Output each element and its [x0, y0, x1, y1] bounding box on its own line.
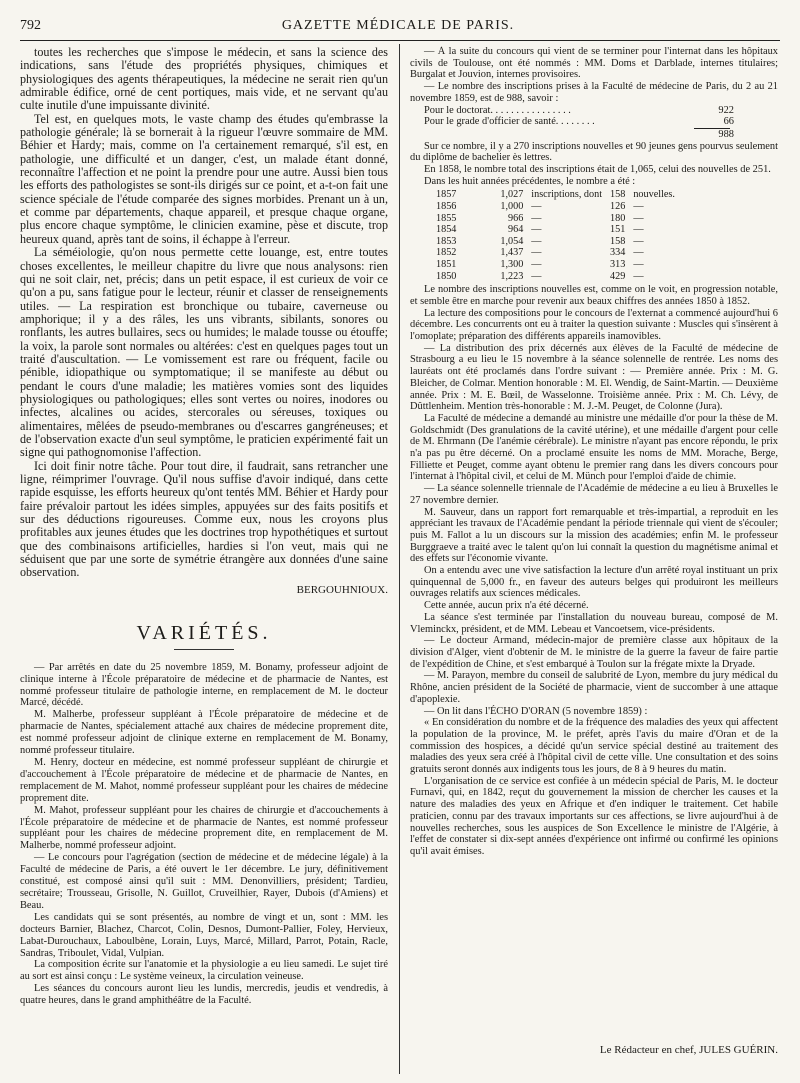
left-column — [20, 46, 388, 1076]
years-cell-total: 964 — [508, 224, 524, 236]
years-cell-new: 151 — [610, 224, 626, 236]
years-cell-label: — — [531, 247, 542, 259]
paragraph: Dans les huit années précédentes, le nombre a été : — [424, 175, 636, 187]
paragraph: — À la suite du concours qui vient de se terminer pour l'internat dans les hôpitaux civils de Toulouse, ont été nommés : MM. Doms et Darblade, internes titulaires; Burgalat et Jouvion, internes provisoires. — [410, 46, 778, 81]
years-row — [432, 271, 679, 283]
totals-label: Pour le grade d'officier de santé. . . . . . . . — [424, 116, 595, 128]
years-row — [432, 236, 679, 248]
years-cell-suffix: nouvelles. — [633, 189, 675, 201]
section-rule — [174, 649, 234, 650]
paragraph: Ici doit finir notre tâche. Pour tout dire, il faudrait, sans retrancher une ligne, réimprimer l'ouvrage. Qu'il nous suffise d'avoir indiqué, dans cette rapide esquisse, les efforts heureux qu'ont tentés MM. Béhier et Hardy pour faire prévaloir partout les idées simples, appuyées sur des faits positifs et sur des déductions rigoureuses. Comme eux, nous les croyons plus profitables aux jeunes études que les doctrines trop hypothétiques et surtout que des combinaisons artificielles, hardies si l'on veut, mais qui ne séduisent que par une sorte de symétrie étrangère aux données d'une saine observation. — [20, 458, 388, 580]
journal-title: GAZETTE MÉDICALE DE PARIS. — [281, 18, 515, 33]
paragraph: On a entendu avec une vive satisfaction la lecture d'un arrêté royal instituant un prix quinquennal de 5,000 fr., en faveur des auteurs belges qui produiront les meilleurs ouvrages relatifs aux sciences médicales. — [410, 565, 778, 600]
paragraph: M. Mahot, professeur suppléant pour les chaires de chirurgie et d'accouchements à l'École préparatoire de médecine et de pharmacie de Nantes, est nommé professeur suppléant pour les chaires de médecine proprement dite, en remplacement de M. Malherbe, nommé professeur adjoint. — [20, 804, 388, 852]
years-cell-total: 1,223 — [500, 270, 524, 282]
years-row — [432, 224, 679, 236]
page-number: 792 — [20, 18, 41, 33]
paragraph: L'organisation de ce service est confiée à un médecin spécial de Paris, M. le docteur Furnavi, qui, en 1842, reçut du gouvernement la mission de chercher les causes et la nature des maladies des yeux en Afrique et d'en indiquer le traitement. Cet habile praticien, connu par des travaux importants sur ces affections, se livre aujourd'hui à de nouvelles recherches, sous les auspices de Son Excellence le ministre de l'Algérie, à l'effet de constater si dix-sept années d'expérience ont infirmé ou confirmé les opinions qu'il avait émises. — [410, 775, 778, 857]
inscription-totals — [424, 105, 778, 141]
paragraph: Les séances du concours auront lieu les lundis, mercredis, jeudis et vendredis, à quatre heures, dans le grand amphithéâtre de la Faculté. — [20, 983, 388, 1007]
paragraph: — Le concours pour l'agrégation (section de médecine et de médecine légale) à la Faculté de médecine de Paris, a été ouvert le 1er décembre. Le jury, définitivement constitué, est composé ainsi qu'il suit : MM. Denonvilliers, président; Tardieu, secrétaire; Trousseau, Grisolle, N. Guillot, Cruveilhier, Rayer, Dubois (d'Amiens) et Beau. — [20, 852, 388, 911]
totals-label: Pour le doctorat. . . . . . . . . . . . . . . . — [424, 104, 571, 116]
years-cell-label: — — [531, 212, 542, 224]
years-cell-new: 313 — [610, 259, 626, 270]
years-cell-label: — — [531, 235, 542, 247]
paragraph: M. Sauveur, dans un rapport fort remarquable et très-impartial, a reproduit en les appréciant les travaux de l'Académie pendant la période triennale qui vient de s'écouler; puis M. Fallot a lu un discours sur la mission des académies; enfin M. le professeur Burggraeve a traité avec le talent qu'on lui connaît la question du magnétisme animal et des effets sur l'économie vivante. — [410, 506, 778, 565]
paragraph: Sur ce nombre, il y a 270 inscriptions nouvelles et 90 jeunes gens pourvus seulement du diplôme de bachelier ès lettres. — [410, 140, 778, 164]
years-cell-suffix: — — [633, 224, 644, 236]
paragraph: M. Malherbe, professeur suppléant à l'École préparatoire de médecine et de pharmacie de Nantes, spécialement attaché aux chaires de médecine proprement dite, est nommé professeur adjoint de clinique externe en remplacement de M. Bonamy, nommé professeur titulaire. — [20, 709, 388, 757]
years-row — [432, 259, 679, 271]
years-row — [432, 201, 679, 213]
years-cell-label: — — [531, 201, 542, 213]
years-row — [432, 247, 679, 259]
years-cell-new: 158 — [610, 189, 626, 201]
years-cell-suffix: — — [633, 259, 644, 270]
review-text — [20, 46, 388, 580]
totals-sum: 988 — [718, 128, 734, 140]
years-cell-total: 1,300 — [500, 259, 524, 270]
editor-line: Le Rédacteur en chef, JULES GUÉRIN. — [599, 1044, 778, 1056]
years-cell-suffix: — — [633, 212, 644, 224]
paragraph: La composition écrite sur l'anatomie et la physiologie a eu lieu samedi. Le sujet tiré au sort est ainsi conçu : Le système veineux, la circulation veineuse. — [20, 959, 388, 983]
years-cell-new: 126 — [610, 201, 626, 213]
years-row — [432, 213, 679, 225]
years-cell-suffix: — — [633, 235, 644, 247]
paragraph: — La distribution des prix décernés aux élèves de la Faculté de médecine de Strasbourg a eu lieu le 15 novembre à la séance solennelle de rentrée. Les noms des lauréats ont été proclamés dans l'ordre suivant : — Première année. Prix : M. G. Bleicher, de Colmar. Mention honorable : M. El. Wendig, de Saint-Martin. — Deuxième année. Prix : M. E. Bœil, de Wasselonne. Troisième année. Prix : M. Ch. Lévy, de Dûttlenheim. Mention très-honorable : M. J.-M. Peuget, de Colonne (Jura). — [410, 342, 778, 413]
years-cell-total: 1,054 — [500, 235, 524, 247]
years-cell-suffix: — — [633, 270, 644, 282]
paragraph: La Faculté de médecine a demandé au ministre une médaille d'or pour la thèse de M. Goldschmidt (Des granulations de la cavité utérine), et une médaille d'argent pour celle de M. Ehrmann (De l'anémie cérébrale). Le ministre n'ayant pas encore répondu, le prix n'a pas pu être décerné. On a proclamé ensuite les noms de MM. Morache, Berge, Filliette et Peuget, comme ayant obtenu le premier rang dans les divers concours pour l'internat à l'hôpital civil, et celui de M. Münch pour l'emploi d'aide de chimie. — [410, 412, 778, 483]
years-cell-year: 1856 — [436, 201, 457, 213]
totals-row — [424, 116, 778, 128]
years-cell-suffix: — — [633, 201, 644, 213]
paragraph: « En considération du nombre et de la fréquence des maladies des yeux qui affectent la population de la province, M. le préfet, après l'avis du maire d'Oran et de la commission des hospices, a décidé qu'un service spécial destiné au traitement des maladies des yeux sera créé à l'hôpital civil de cette ville. Une consultation et des soins gratuits seront donnés aux indigents tous les jours, de 8 à 9 heures du matin. — [410, 717, 778, 776]
page-header — [20, 12, 776, 38]
years-cell-year: 1855 — [436, 212, 457, 224]
years-cell-total: 1,437 — [500, 247, 524, 259]
section-title: VARIÉTÉS. — [136, 621, 272, 644]
years-cell-year: 1854 — [436, 224, 457, 236]
years-cell-year: 1852 — [436, 247, 457, 259]
years-cell-year: 1853 — [436, 235, 457, 247]
paragraph: La séméiologie, qu'on nous permette cette louange, est, entre toutes choses excellentes, le meilleur chapitre du livre que nous analysons: rien qui ne soit clair, net, précis; dans un petit espace, il est curieux de voir ce qu'on a pu, sans fatigue pour le lecteur, réunir et classer de renseignements utiles. — La respiration est bronchique ou tubaire, caverneuse ou amphorique; il y a des râles, les uns vibrants, sibilants, sonores ou ronflants, les autres bullaires, secs ou humides; le malade tousse ou étouffe; la voix, la parole sont normales ou altérées: c'est en quelques pages tout un traité d'auscultation. — Le vomissement est rare ou fréquent, facile ou pénible, idiopathique ou symptomatique; il se manifeste au début ou pendant le cours d'une maladie; les matières vomies sont des liquides physiologiques ou pathologiques; elles sont vertes ou noires, inodores ou infectes, alcalines ou acides, stercorales ou séreuses, toxiques ou alimentaires, mêlées de pseudo-membranes ou d'escarres gangréneuses; et de l'observation exacte d'un seul symptôme, le praticien expérimenté fait un signe qui pathognomonise l'affection. — [20, 245, 388, 460]
years-cell-new: 334 — [610, 247, 626, 259]
paragraph: — Par arrêtés en date du 25 novembre 1859, M. Bonamy, professeur adjoint de clinique interne à l'École préparatoire de médecine et de pharmacie de Nantes, est nommé professeur titulaire de pathologie interne, en remplacement de M. le docteur Marcé, décédé. — [20, 661, 388, 709]
years-cell-label: — — [531, 224, 542, 236]
years-cell-new: 429 — [610, 270, 626, 282]
years-cell-label: — — [531, 270, 542, 282]
years-table — [432, 189, 679, 282]
column-divider — [399, 44, 400, 1074]
totals-value: 922 — [718, 104, 734, 116]
years-cell-total: 1,000 — [500, 201, 524, 213]
years-row — [432, 189, 679, 201]
signature: BERGOUHNIOUX. — [296, 583, 388, 596]
paragraph: — Le nombre des inscriptions prises à la Faculté de médecine de Paris, du 2 au 21 novembre 1859, est de 988, savoir : — [410, 81, 778, 104]
right-paragraphs — [410, 284, 778, 857]
paragraph: M. Henry, docteur en médecine, est nommé professeur suppléant de chirurgie et d'accouchement à l'École préparatoire de médecine et de pharmacie de Nantes, en remplacement de M. Mahot, nommé professeur suppléant pour les chaires de médecine proprement dite. — [20, 757, 388, 804]
years-cell-label: — — [531, 259, 542, 270]
right-column — [410, 46, 778, 1076]
years-cell-year: 1851 — [436, 259, 457, 270]
varietes-text — [20, 662, 388, 1007]
years-cell-total: 1,027 — [500, 189, 524, 201]
paragraph: Cette année, aucun prix n'a été décerné. — [424, 600, 589, 612]
paragraph: toutes les recherches que s'impose le médecin, et sans la science des indications, sans l'étude des propriétés physiques, chimiques et physiologiques des agents thérapeutiques, la médecine ne serait rien qu'un admirable édifice, orné de cent portiques, mais vide, et ne servant qu'au culte inutile d'une impuissante divinité. — [20, 46, 388, 113]
paragraph: En 1858, le nombre total des inscriptions était de 1,065, celui des nouvelles de 251. — [424, 164, 771, 176]
years-cell-year: 1857 — [436, 189, 457, 201]
paragraph: Tel est, en quelques mots, le vaste champ des études qu'embrasse la pathologie générale; là se bornerait à la rigueur l'œuvre sommaire de MM. Béhier et Hardy; mais, comme on l'a certainement remarqué, s'il est, en pathologie, une difficulté et un danger, c'est, un malade étant donné, reconnaître l'affection et ne point la prendre pour une autre. Aussi bien tous les efforts des pathologistes se sont-ils dirigés sur ce point, et a-t-on fait une science spéciale de l'étude comparée des signes morbides. Prenant un à un, et comme par départements, chaque appareil, et presque chaque organe, plus encore chaque symptôme, le clinicien examine, pèse et discute, trop heureux quand, après tant de soins, il échappe à l'erreur. — [20, 111, 388, 246]
totals-sum-row — [424, 129, 778, 141]
paragraph: La lecture des compositions pour le concours de l'externat a commencé aujourd'hui 6 décembre. Les concurrents ont eu à traiter la question suivante : Muscles qui s'insèrent à l'omoplate; préparation des différents appareils inamovibles. — [410, 307, 778, 342]
paragraph: Les candidats qui se sont présentés, au nombre de vingt et un, sont : MM. les docteurs Barnier, Blachez, Charcot, Colin, Desnos, Dumont-Pallier, Foley, Hervieux, Labat-Durouchaux, Laboulbène, Lorain, Luys, Marcé, Millard, Parrot, Potain, Racle, Sandras, Triboulet, Vidal, Vulpian. — [20, 911, 388, 959]
paragraph: — Le docteur Armand, médecin-major de première classe aux hôpitaux de la division d'Alger, vient d'obtenir de M. le ministre de la guerre la faveur de faire partie de l'expédition de Chine, et s'est embarqué à Toulon sur la frégate mixte la Dryade. — [410, 635, 778, 670]
years-cell-new: 158 — [610, 235, 626, 247]
years-cell-total: 966 — [508, 212, 524, 224]
years-cell-year: 1850 — [436, 270, 457, 282]
years-cell-label: inscriptions, dont — [531, 189, 603, 201]
header-rule — [20, 40, 780, 41]
years-cell-new: 180 — [610, 212, 626, 224]
paragraph: — La séance solennelle triennale de l'Académie de médecine a eu lieu à Bruxelles le 27 novembre dernier. — [410, 483, 778, 506]
paragraph: — M. Parayon, membre du conseil de salubrité de Lyon, membre du jury médical du Rhône, ancien président de la Société de pharmacie, vient de succomber à une attaque d'apoplexie. — [410, 670, 778, 705]
totals-row — [424, 105, 778, 117]
years-cell-suffix: — — [633, 247, 644, 259]
paragraph: Le nombre des inscriptions nouvelles est, comme on le voit, en progression notable, et semble être en marche pour revenir aux beaux chiffres des années 1850 à 1852. — [410, 284, 778, 307]
totals-value: 66 — [723, 116, 734, 128]
paragraph: La séance s'est terminée par l'installation du nouveau bureau, composé de M. Vleminckx, président, et de MM. Lebeau et Vancoetsem, vice-présidents. — [410, 611, 778, 635]
paragraph: — On lit dans l'ÉCHO D'ORAN (5 novembre 1859) : — [424, 705, 648, 717]
